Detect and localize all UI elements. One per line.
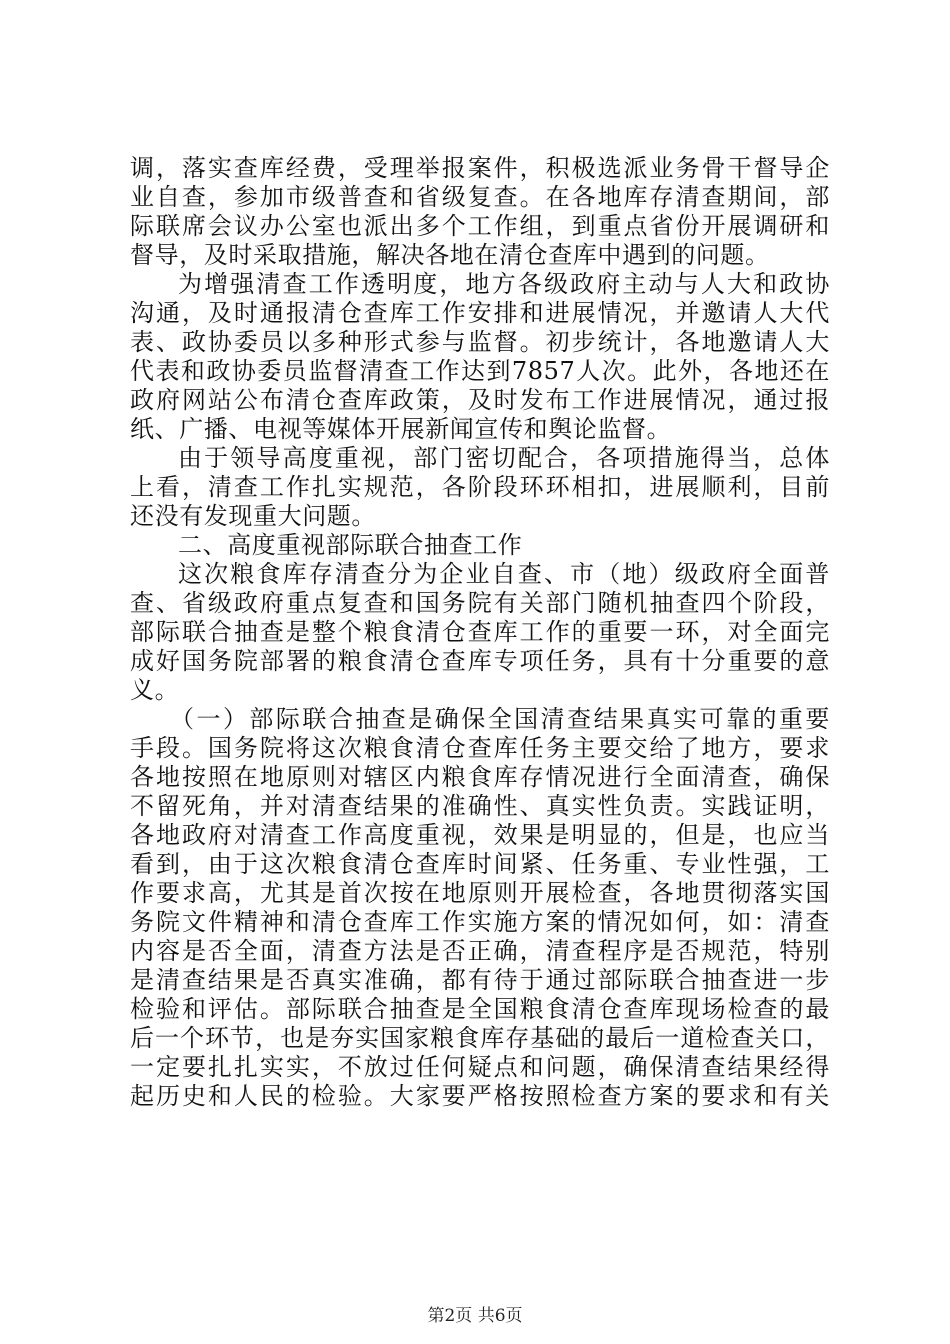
text-line: 是清查结果是否真实准确，都有待于通过部际联合抽查进一步 xyxy=(130,966,830,994)
text-line: 际联席会议办公室也派出多个工作组，到重点省份开展调研和 xyxy=(130,212,830,240)
text-line: 内容是否全面，清查方法是否正确，清查程序是否规范，特别 xyxy=(130,937,830,965)
text-line: 代表和政协委员监督清查工作达到7857人次。此外，各地还在 xyxy=(130,357,830,385)
text-line: 各地按照在地原则对辖区内粮食库存情况进行全面清查，确保 xyxy=(130,763,830,791)
text-line: 政府网站公布清仓查库政策，及时发布工作进展情况，通过报 xyxy=(130,386,830,414)
text-line: 看到，由于这次粮食清仓查库时间紧、任务重、专业性强，工 xyxy=(130,850,830,878)
paragraph-first-line: 由于领导高度重视，部门密切配合，各项措施得当，总体 xyxy=(178,444,830,472)
text-line: 检验和评估。部际联合抽查是全国粮食清仓查库现场检查的最 xyxy=(130,995,830,1023)
paragraph-first-line: （一）部际联合抽查是确保全国清查结果真实可靠的重要 xyxy=(170,705,830,733)
text-line: 务院文件精神和清仓查库工作实施方案的情况如何，如：清查 xyxy=(130,908,830,936)
text-line: 后一个环节，也是夯实国家粮食库存基础的最后一道检查关口， xyxy=(130,1024,830,1052)
text-line: 成好国务院部署的粮食清仓查库专项任务，具有十分重要的意 xyxy=(130,647,830,675)
text-line: 业自查，参加市级普查和省级复查。在各地库存清查期间，部 xyxy=(130,183,830,211)
text-line: 手段。国务院将这次粮食清仓查库任务主要交给了地方，要求 xyxy=(130,734,830,762)
text-line: 调，落实查库经费，受理举报案件，积极选派业务骨干督导企 xyxy=(130,154,830,182)
text-line: 不留死角，并对清查结果的准确性、真实性负责。实践证明， xyxy=(130,792,830,820)
text-line: 沟通，及时通报清仓查库工作安排和进展情况，并邀请人大代 xyxy=(130,299,830,327)
text-line: 起历史和人民的检验。大家要严格按照检查方案的要求和有关 xyxy=(130,1082,830,1110)
text-line: 表、政协委员以多种形式参与监督。初步统计，各地邀请人大 xyxy=(130,328,830,356)
text-line: 查、省级政府重点复查和国务院有关部门随机抽查四个阶段， xyxy=(130,589,830,617)
paragraph-first-line: 为增强清查工作透明度，地方各级政府主动与人大和政协 xyxy=(178,270,830,298)
text-line: 各地政府对清查工作高度重视，效果是明显的，但是，也应当 xyxy=(130,821,830,849)
section-heading: 二、高度重视部际联合抽查工作 xyxy=(178,531,523,559)
text-line: 上看，清查工作扎实规范，各阶段环环相扣，进展顺利，目前 xyxy=(130,473,830,501)
document-body xyxy=(130,154,830,1111)
text-line: 督导，及时采取措施，解决各地在清仓查库中遇到的问题。 xyxy=(130,241,770,269)
text-line: 纸、广播、电视等媒体开展新闻宣传和舆论监督。 xyxy=(130,415,672,443)
page-number-footer: 第2页 共6页 xyxy=(427,1306,523,1326)
text-line: 部际联合抽查是整个粮食清仓查库工作的重要一环，对全面完 xyxy=(130,618,830,646)
text-line: 作要求高，尤其是首次按在地原则开展检查，各地贯彻落实国 xyxy=(130,879,830,907)
text-line: 义。 xyxy=(130,676,180,704)
text-line: 还没有发现重大问题。 xyxy=(130,502,376,530)
text-line: 一定要扎扎实实，不放过任何疑点和问题，确保清查结果经得 xyxy=(130,1053,830,1081)
paragraph-first-line: 这次粮食库存清查分为企业自查、市（地）级政府全面普 xyxy=(178,560,830,588)
